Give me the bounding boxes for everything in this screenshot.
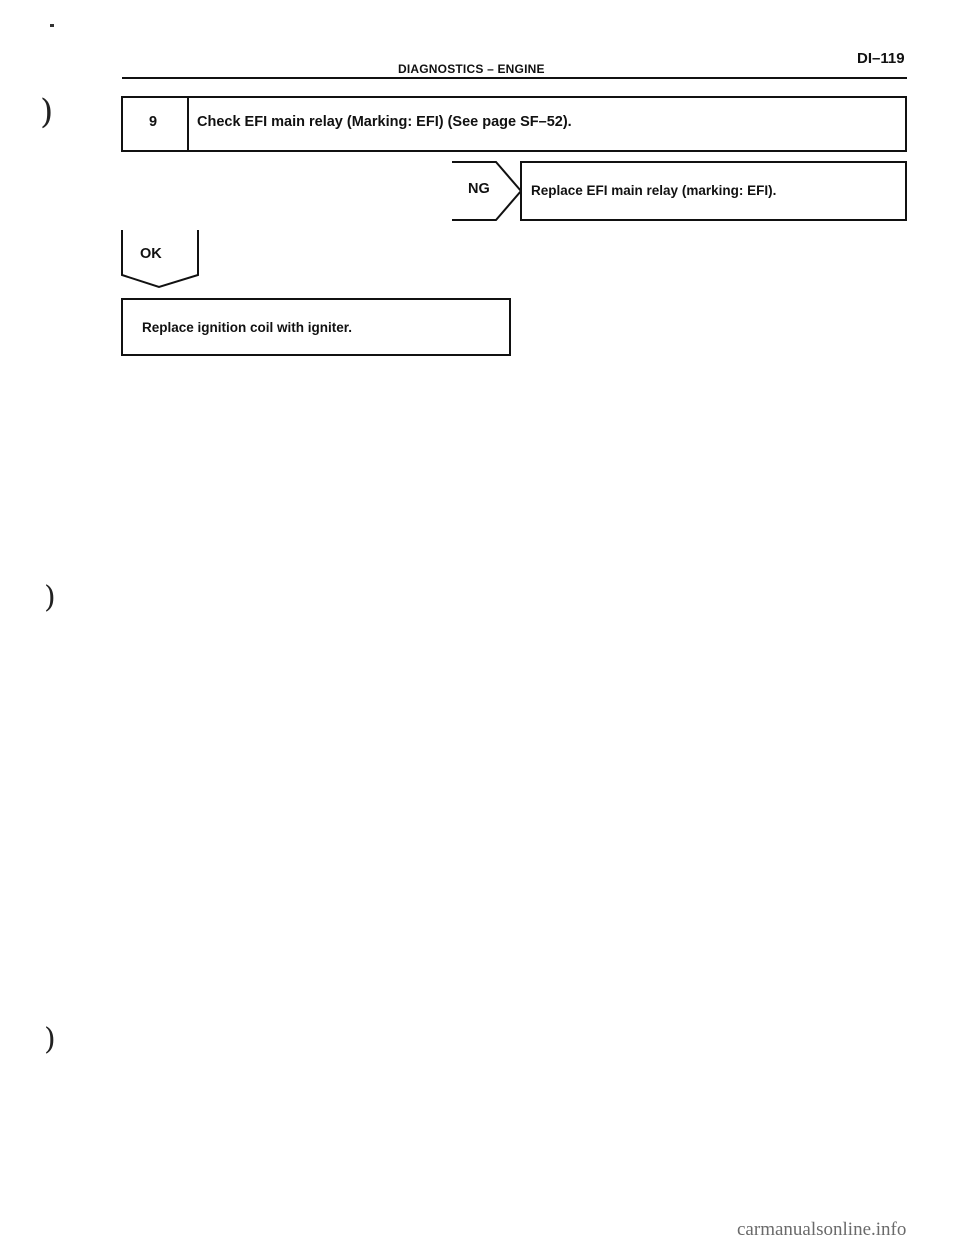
ok-action-box xyxy=(121,298,511,356)
ok-label: OK xyxy=(140,246,162,262)
margin-bracket-mark: ) xyxy=(44,1022,56,1057)
header-rule xyxy=(122,77,907,79)
ng-action-text: Replace EFI main relay (marking: EFI). xyxy=(531,183,777,198)
footer-watermark: carmanualsonline.info xyxy=(737,1219,907,1240)
step-number-divider xyxy=(187,98,189,150)
step-box xyxy=(121,96,907,152)
step-number: 9 xyxy=(149,114,158,130)
ng-action-box xyxy=(520,161,907,221)
scan-speck xyxy=(50,24,54,27)
step-instruction: Check EFI main relay (Marking: EFI) (See page SF–52). xyxy=(197,114,572,130)
page-number: DI–119 xyxy=(857,50,905,67)
margin-bracket-mark: ) xyxy=(44,580,56,615)
ok-action-text: Replace ignition coil with igniter. xyxy=(142,320,353,335)
section-header: DIAGNOSTICS – ENGINE xyxy=(398,62,545,76)
ng-label: NG xyxy=(468,181,490,197)
margin-bracket-mark: ) xyxy=(40,92,54,132)
